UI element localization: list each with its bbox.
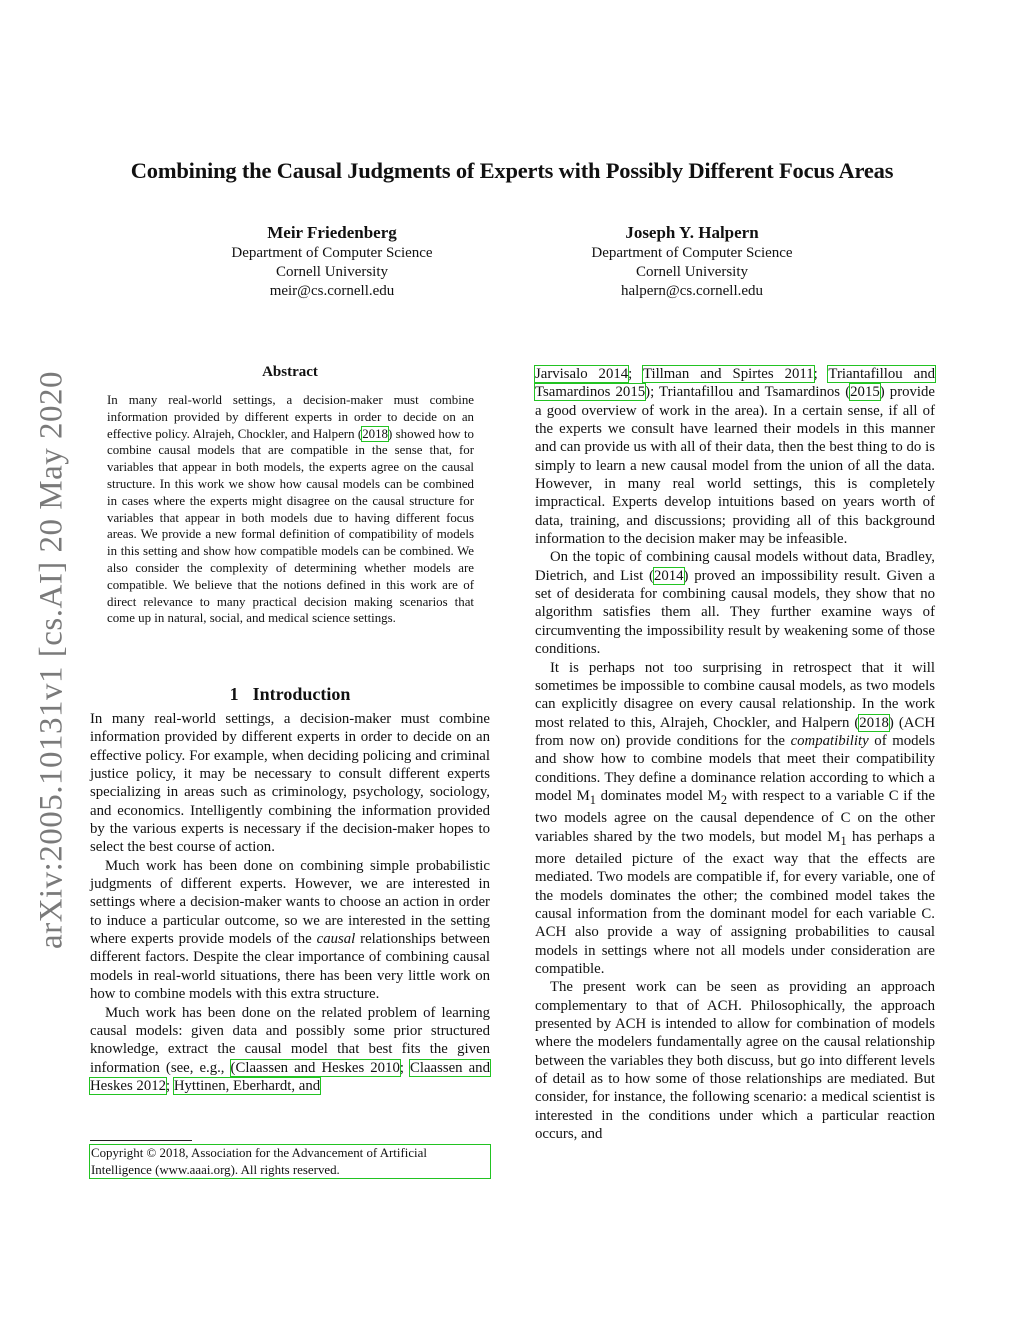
section-title: Introduction — [252, 684, 351, 704]
author-name: Meir Friedenberg — [267, 223, 397, 242]
paragraph: It is perhaps not too surprising in retrospect that it will sometimes be impossible to combine causal models, as two models can explicitly disagree on every causal relationship. In the work most related to this, Alrajeh, Chockler, and Halpern (2018) (ACH from now on) provide conditions for the compatibility of models and show how to combine models that meet their compatibility conditions. They define a dominance relation according to which a model $M_1$ dominates model $M_2$ with respect to a variable C if the two models agree on the causal dependence of C on the other variables shared by the two models, but model $M_1$ has perhaps a more detailed picture of the exact way that the effects are mediated. Two models are compatible if, for every variable, one of the models dominates the other; the combined model takes the causal information from the dominant model for each variable C. ACH also provide a way of assigning probabilities to causal models in settings where not all models under consideration are compatible. — [535, 659, 936, 977]
paper-title: Combining the Causal Judgments of Experts with Possibly Different Focus Areas — [130, 158, 894, 183]
author-univ: Cornell University — [635, 264, 749, 280]
citation-link[interactable]: 2018 — [859, 714, 889, 731]
citation-link[interactable]: Claassen and Heskes 2012 — [90, 1059, 490, 1094]
paragraph: Jarvisalo 2014; Tillman and Spirtes 2011; Triantafillou and Tsamardinos 2015); Triantafillou and Tsamardinos (2015) provide a good overview of work in the area). In a certain sense, if all of the experts we consult have learned their models in this manner and can provide us with all of their data, then the best thing to do is simply to learn a new causal model from the union of all the data. However, in many real world settings, this is completely impractical. Experts develop intuitions based on years worth of data, training, and discussions; providing all of this background information to the decision maker may be infeasible. — [535, 366, 935, 548]
author-dept: Department of Computer Science — [231, 245, 433, 261]
copyright-footnote[interactable]: Copyright © 2018, Association for the Advancement of Artificial Intelligence (www.aaai.org). All rights reserved. — [90, 1145, 490, 1178]
citation-link[interactable]: 2018 — [362, 426, 388, 441]
paragraph: The present work can be seen as providing an approach complementary to that of ACH. Philosophically, the approach presented by ACH is intended to allow for combination of models where the modelers fundamentally agree on the causal relationship between the variables they both discuss, but go into different levels of detail as to how some of those relationships are mediated. But consider, for instance, the following scenario: a medical scientist is interested in the conditions under which a particular reaction occurs, and — [535, 979, 935, 1142]
citation-link[interactable]: Hyttinen, Eberhardt, and — [173, 1077, 321, 1094]
author-name: Joseph Y. Halpern — [625, 223, 759, 242]
author-email: meir@cs.cornell.edu — [269, 283, 395, 299]
author-block-2 — [532, 222, 852, 301]
citation-link[interactable]: Jarvisalo 2014 — [535, 366, 629, 382]
paragraph: Much work has been done on combining simple probabilistic judgments of different experts. However, we are interested in settings where a decision-maker wants to choose an action in order to induce a particular outcome, so we are interested in the setting where experts provide models of the causal relationships between different factors. Despite the clear importance of combining causal models in real-world situations, there has been very little work on how to combine models with this extra structure. — [90, 857, 490, 1003]
citation-link[interactable]: Tillman and Spirtes 2011 — [642, 366, 814, 382]
citation-link[interactable]: (Claassen and Heskes 2010 — [230, 1059, 400, 1076]
section-number: 1 — [229, 684, 239, 704]
paragraph: In many real-world settings, a decision-maker must combine information provided by different experts in order to decide on an effective policy. For example, when deciding policing and criminal justice policy, it may be necessary to consult different experts specializing in areas such as criminology, psychology, sociology, and economics. Intelligently combining the information provided by the various experts is necessary if the decision-maker hopes to select the best course of action. — [90, 711, 490, 856]
author-univ: Cornell University — [275, 264, 389, 280]
abstract-body — [107, 392, 474, 627]
paragraph: Much work has been done on the related problem of learning causal models: given data and possibly some prior structured knowledge, extract the causal model that best fits the given information (see, e.g., (Claassen and Heskes 2010; Claassen and Heskes 2012; Hyttinen, Eberhardt, and — [90, 1004, 490, 1094]
paragraph: On the topic of combining causal models without data, Bradley, Dietrich, and List (2014) proved an impossibility result. Given a set of desiderata for combining causal models, they show that no algorithm satisfies them all. They further examine ways of circumventing the impossibility result by weakening some of those conditions. — [535, 549, 935, 658]
citation-link[interactable]: 2015 — [850, 384, 880, 401]
citation-link[interactable]: Triantafillou and Tsamardinos 2015 — [535, 366, 935, 401]
abstract-heading: Abstract — [262, 364, 318, 380]
right-column — [535, 365, 935, 1143]
left-column — [90, 710, 490, 1095]
arxiv-sidebar-stamp: arXiv:2005.10131v1 [cs.AI] 20 May 2020 — [33, 370, 70, 950]
section-heading-introduction — [90, 684, 490, 705]
author-block-1 — [172, 222, 492, 301]
citation-link[interactable]: 2014 — [653, 567, 684, 584]
abstract-text: ) showed how to combine causal models that are compatible in the sense that, for variables that appear in both models, the experts agree on the causal structure. In this work we show how causal models can be combined in cases where the experts might disagree on the causal structure for variables that appear in both models due to having different focus areas. We provide a new formal definition of compatibility of models in this setting and show how compatible models can be combined. We also consider the complexity of determining whether models are compatible. We believe that the notions defined in this work are of direct relevance to many practical decision making scenarios that come up in natural, social, and medical science settings. — [107, 426, 474, 626]
footnote-rule — [90, 1140, 192, 1141]
abstract-text: In many real-world settings, a decision-maker must combine information provided by different experts in order to decide on an effective policy. Alrajeh, Chockler, and Halpern ( — [107, 393, 474, 441]
author-dept: Department of Computer Science — [591, 245, 793, 261]
author-email: halpern@cs.cornell.edu — [620, 283, 764, 299]
